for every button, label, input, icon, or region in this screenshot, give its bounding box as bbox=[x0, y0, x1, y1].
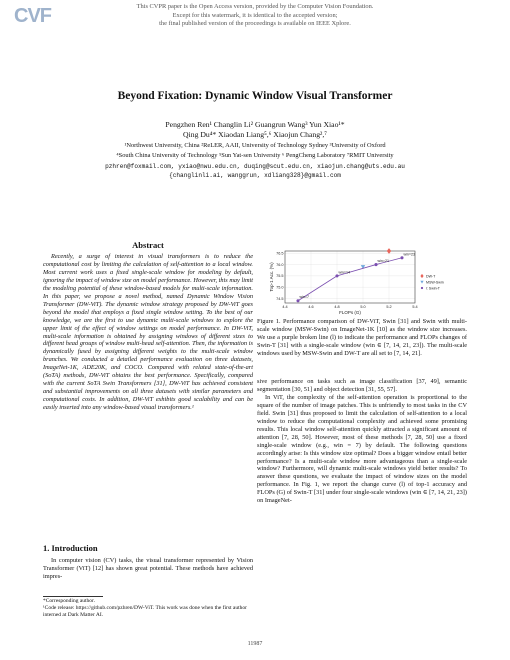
data-point-diamond bbox=[420, 274, 423, 278]
x-tick-label: 4.4 bbox=[282, 305, 288, 309]
affiliations-line: ⁴South China University of Technology ⁵Sun Yat-sen University ⁶ PengCheng Laboratory ⁷RMIT University bbox=[116, 152, 394, 159]
x-tick-label: 5.2 bbox=[386, 305, 392, 309]
data-point-circle bbox=[421, 287, 423, 289]
y-tick-label: 76.5 bbox=[276, 251, 284, 256]
y-tick-label: 75.0 bbox=[276, 285, 284, 290]
legend-entry: DW-T bbox=[426, 274, 436, 279]
authors-line: Pengzhen Ren¹ Changlin Li² Guangrun Wang³ Yun Xiao¹* bbox=[165, 120, 345, 129]
x-tick-label: 4.6 bbox=[308, 305, 314, 309]
figure-1-caption: Figure 1. Performance comparison of DW-ViT, Swin [31] and Swin with multi-scale window (MSW-Swin) on ImageNet-1K [10] as the window size increases. We use a purple broken line (l) to indicate the performance and FLOPs changes of Swin-T [31] with a single-scale window (win ∈ [7, 14, 21, 23]). The multi-scale windows used by MSW-Swin and DW-T are all set to [7, 14, 21]. bbox=[257, 318, 467, 357]
x-tick-label: 5.0 bbox=[360, 305, 366, 309]
footnotes bbox=[43, 598, 253, 619]
data-point-circle bbox=[296, 299, 299, 302]
footnote-corresponding: *Corresponding author. bbox=[43, 598, 95, 604]
legend-entry: l: Swin-T bbox=[426, 286, 440, 291]
y-tick-label: 75.5 bbox=[276, 274, 284, 279]
emails-line: pzhren@foxmail.com, yxiao@nwu.edu.cn, duqing@scut.edu.cn, xiaojun.chang@uts.edu.au bbox=[105, 163, 405, 170]
data-point-diamond bbox=[387, 248, 391, 254]
y-tick-label: 76.0 bbox=[276, 262, 284, 267]
intro-heading: 1. Introduction bbox=[43, 543, 98, 553]
open-access-notice bbox=[95, 3, 415, 29]
series-line bbox=[298, 258, 402, 301]
y-tick-label: 74.5 bbox=[276, 296, 284, 301]
data-point-triangle bbox=[420, 281, 423, 284]
notice-line: Except for this watermark, it is identical to the accepted version; bbox=[172, 11, 338, 19]
data-point-circle bbox=[400, 256, 403, 259]
legend-entry: MSW-Swin bbox=[426, 280, 444, 285]
point-annotation: win=7 bbox=[299, 295, 309, 300]
abstract-text: Recently, a surge of interest in visual transformers is to reduce the computational cost by limiting the calculation of self-attention to a local window. Most current work uses a fixed single-scale window for modeling by default, ignoring the impact of window size on model performance. However, this may limit the modeling potential of these window-based models for multi-scale information. In this paper, we propose a novel method, named Dynamic Window Vision Transformer (DW-ViT). The dynamic window strategy proposed by DW-ViT goes beyond the model that employs a fixed single window setting. To the best of our knowledge, we are the first to use dynamic multi-scale windows to explore the upper limit of the effect of window settings on model performance. In DW-ViT, multi-scale information is obtained by assigning windows of different sizes to different head groups of window multi-head self-attention. Then, the information is dynamically fused by assigning different weights to the multi-scale window branches. We conducted a detailed performance evaluation on three datasets, ImageNet-1K, ADE20K, and COCO. Compared with related state-of-the-art (SoTA) methods, DW-ViT obtains the best performance. Specifically, compared with the current SoTA Swin Transformers [31], DW-ViT has achieved consistent and substantial improvements on all three datasets with similar parameters and computational costs. In addition, DW-ViT exhibits good scalability and can be easily inserted into any window-based visual transformers.¹ bbox=[43, 253, 253, 412]
page-number: 11987 bbox=[247, 641, 263, 647]
paper-title: Beyond Fixation: Dynamic Window Visual Transformer bbox=[117, 90, 393, 102]
chart-legend bbox=[420, 274, 443, 290]
figure-1-chart bbox=[267, 246, 447, 316]
point-annotation: win=21 bbox=[377, 259, 389, 264]
abstract-heading: Abstract bbox=[132, 240, 164, 250]
emails-line: {changlinli.ai, wanggrun, xdliang328}@gmail.com bbox=[169, 172, 341, 179]
notice-line: This CVPR paper is the Open Access version, provided by the Computer Vision Foundation. bbox=[136, 3, 374, 10]
paragraph: sive performance on tasks such as image classification [37, 49], semantic segmentation [30, 51] and object detection [31, 55, 57]. bbox=[257, 378, 467, 393]
cvf-logo: CVF bbox=[14, 5, 51, 27]
point-annotation: win=14 bbox=[338, 270, 350, 275]
right-column-text bbox=[257, 378, 467, 505]
data-point-circle bbox=[374, 263, 377, 266]
paragraph: In ViT, the complexity of the self-attention operation is proportional to the square of the number of image patches. This is unfriendly to most tasks in the CV field. Swin [31] thus proposed to limit the calculation of self-attention to a local window to reduce the computational complexity and achieved some promising results. This local window self-attention quickly attracted a significant amount of attention [7, 28, 50]. However, most of these methods [7, 28, 50] use a fixed single-scale window (e.g., win = 7) by default. The following questions accordingly arise: Is this window size optimal? Does a bigger window entail better performance? Is a multi-scale window more advantageous than a single-scale window? Furthermore, will dynamic multi-scale windows yield better results? To answer these questions, we evaluate the impact of window sizes on the model performance. In Fig. 1, we report the change curve (l) of top-1 accuracy and FLOPs (G) of Swin-T [31] under four single-scale windows (win ∈ [7, 14, 21, 23]) on ImageNet- bbox=[257, 393, 467, 505]
affiliations-line: ¹Northwest University, China ²ReLER, AAII, University of Technology Sydney ³University of Oxford bbox=[124, 142, 386, 149]
x-axis-label: FLOPs (G) bbox=[339, 310, 361, 315]
authors-line: Qing Du⁴* Xiaodan Liang⁵,⁶ Xiaojun Chang²,⁷ bbox=[183, 130, 327, 139]
notice-line: the final published version of the proceedings is available on IEEE Xplore. bbox=[159, 20, 351, 28]
intro-text: In computer vision (CV) tasks, the visual transformer represented by Vision Transformer (ViT) [12] has shown great potential. These methods have achieved impres- bbox=[43, 557, 253, 580]
chart-marks bbox=[296, 248, 415, 302]
data-point-circle bbox=[335, 274, 338, 277]
footnote-rule bbox=[43, 596, 103, 597]
point-annotation: win=23 bbox=[403, 252, 415, 257]
y-axis-label: Top-1 Acc. (%) bbox=[269, 262, 274, 292]
x-tick-label: 5.4 bbox=[412, 305, 418, 309]
x-tick-label: 4.8 bbox=[334, 305, 340, 309]
footnote-code-release: ¹Code release: https://github.com/pzhren/DW-ViT. This work was done when the first author interned at Dark Matter AI. bbox=[43, 605, 247, 618]
